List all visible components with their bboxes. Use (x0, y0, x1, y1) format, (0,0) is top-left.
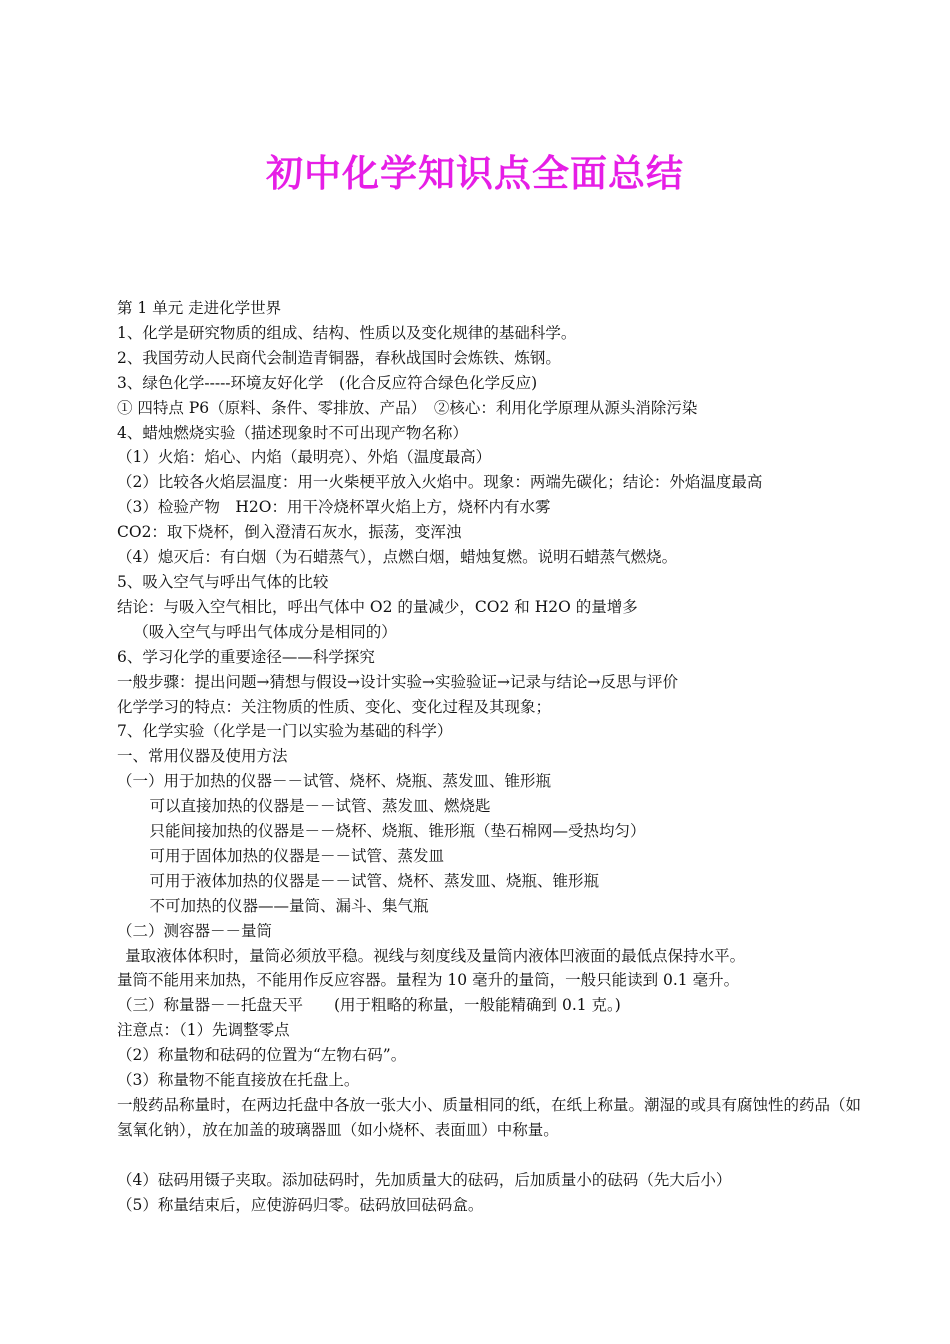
text-line: 7、化学实验（化学是一门以实验为基础的科学） (117, 722, 453, 741)
text-line: （1）火焰：焰心、内焰（最明亮）、外焰（温度最高） (117, 448, 492, 467)
text-line: 1、化学是研究物质的组成、结构、性质以及变化规律的基础科学。 (117, 323, 577, 342)
text-line: CO2：取下烧杯，倒入澄清石灰水，振荡，变浑浊 (117, 523, 462, 542)
text-line: （4）熄灭后：有白烟（为石蜡蒸气），点燃白烟，蜡烛复燃。说明石蜡蒸气燃烧。 (117, 548, 678, 567)
text-line: （3）称量物不能直接放在托盘上。 (117, 1071, 360, 1090)
text-line: （二）测容器－－量筒 (117, 921, 273, 940)
text-line (117, 1143, 862, 1168)
text-line: 一、常用仪器及使用方法 (117, 747, 288, 766)
text-line: 注意点：（1）先调整零点 (117, 1021, 290, 1040)
document-body (117, 296, 862, 1218)
text-line: 4、蜡烛燃烧实验（描述现象时不可出现产物名称） (117, 423, 468, 442)
document-title: 初中化学知识点全面总结 (266, 152, 684, 195)
text-line: （吸入空气与呼出气体成分是相同的） (133, 622, 397, 641)
text-line: 量取液体体积时，量筒必须放平稳。视线与刻度线及量筒内液体凹液面的最低点保持水平。 (125, 946, 746, 965)
text-line: 第 1 单元 走进化学世界 (117, 299, 282, 317)
text-line: 2、我国劳动人民商代会制造青铜器，春秋战国时会炼铁、炼钢。 (117, 348, 561, 367)
text-line: 一般药品称量时，在两边托盘中各放一张大小、质量相同的纸，在纸上称量。潮湿的或具有腐蚀性的药品（如氢氧化钠），放在加盖的玻璃器皿（如小烧杯、表面皿）中称量。 (117, 1096, 862, 1139)
text-line: 6、学习化学的重要途径——科学探究 (117, 647, 375, 666)
text-line: （4）砝码用镊子夹取。添加砝码时，先加质量大的砝码，后加质量小的砝码（先大后小） (117, 1170, 732, 1189)
text-line: （2）比较各火焰层温度：用一火柴梗平放入火焰中。现象：两端先碳化；结论：外焰温度最高 (117, 473, 763, 492)
text-line: 一般步骤：提出问题→猜想与假设→设计实验→实验验证→记录与结论→反思与评价 (117, 672, 678, 691)
text-line: （2）称量物和砝码的位置为“左物右码”。 (117, 1046, 407, 1065)
text-line: ① 四特点 P6（原料、条件、零排放、产品） ②核心：利用化学原理从源头消除污染 (117, 398, 698, 417)
text-line: （5）称量结束后，应使游码归零。砝码放回砝码盒。 (117, 1195, 484, 1214)
text-line: 不可加热的仪器——量筒、漏斗、集气瓶 (149, 896, 429, 915)
text-line: 3、绿色化学-----环境友好化学 (化合反应符合绿色化学反应) (117, 373, 538, 392)
text-line: 可用于固体加热的仪器是－－试管、蒸发皿 (149, 846, 445, 865)
text-line: 量筒不能用来加热，不能用作反应容器。量程为 10 毫升的量筒，一般只能读到 0.1 毫升。 (117, 971, 740, 990)
text-line: （一）用于加热的仪器－－试管、烧杯、烧瓶、蒸发皿、锥形瓶 (117, 772, 552, 791)
text-line: 结论：与吸入空气相比，呼出气体中 O2 的量减少，CO2 和 H2O 的量增多 (117, 597, 638, 616)
text-line: 化学学习的特点：关注物质的性质、变化、变化过程及其现象； (117, 697, 552, 716)
text-line: 只能间接加热的仪器是－－烧杯、烧瓶、锥形瓶（垫石棉网—受热均匀） (149, 822, 646, 841)
text-line: 可用于液体加热的仪器是－－试管、烧杯、蒸发皿、烧瓶、锥形瓶 (149, 871, 600, 890)
text-line: （三）称量器－－托盘天平 (用于粗略的称量，一般能精确到 0.1 克。) (117, 996, 621, 1015)
text-line: （3）检验产物 H2O：用干冷烧杯罩火焰上方，烧杯内有水雾 (117, 498, 551, 517)
text-line: 5、吸入空气与呼出气体的比较 (117, 572, 329, 591)
text-line: 可以直接加热的仪器是－－试管、蒸发皿、燃烧匙 (149, 797, 491, 816)
